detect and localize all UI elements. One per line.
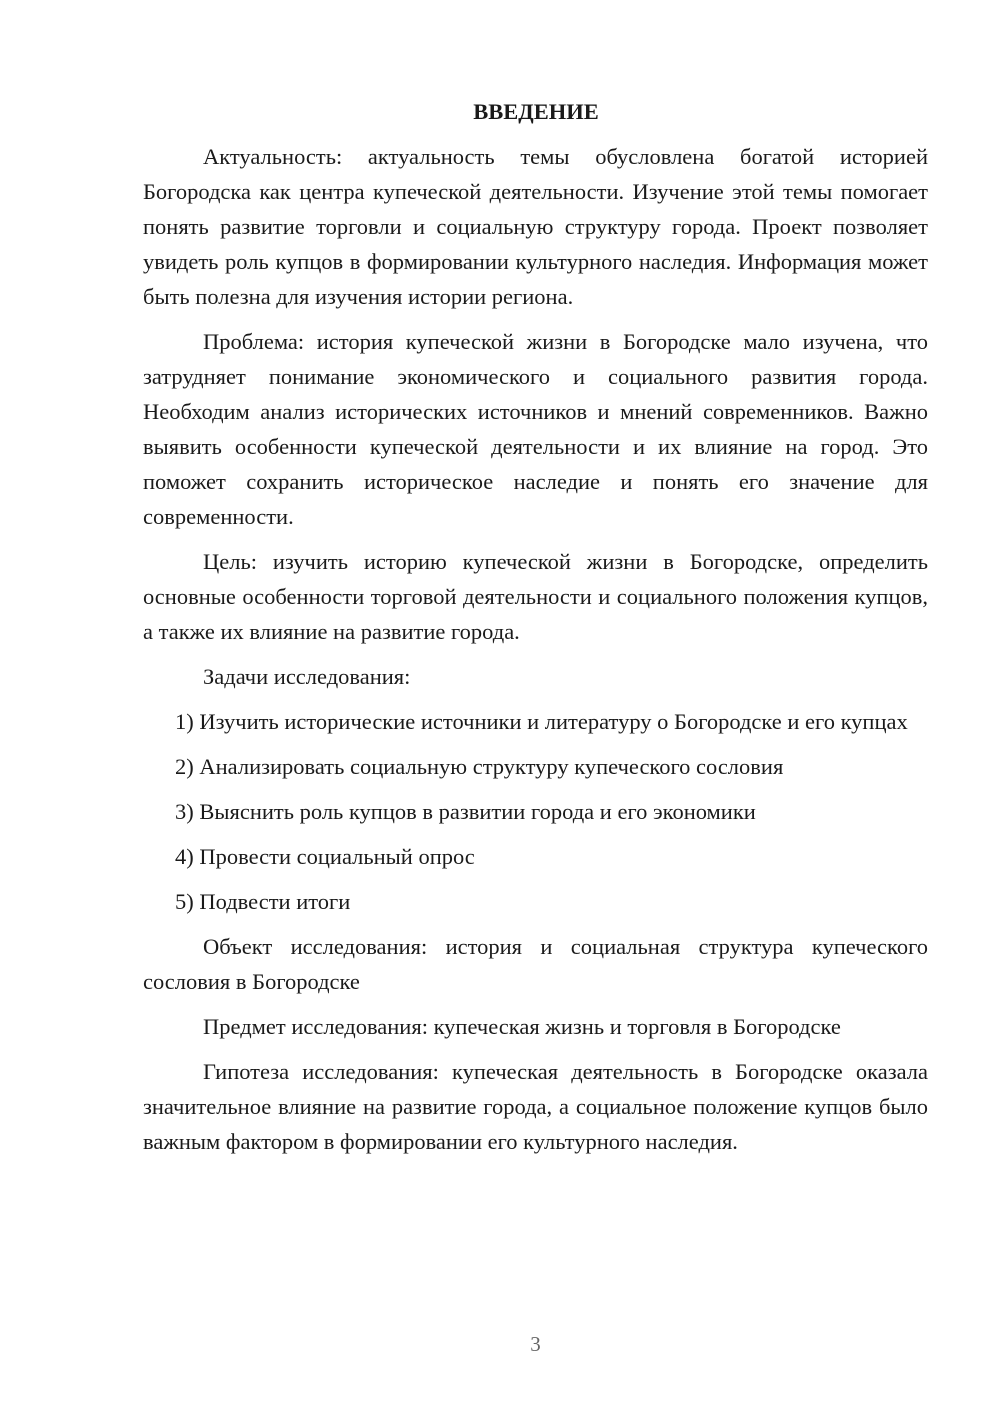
- problem-paragraph: Проблема: история купеческой жизни в Богородске мало изучена, что затрудняет понимание экономического и социального развития города. Необходим анализ исторических источников и мнений современников. Важно выявить особенности купеческой деятельности и их влияние на город. Это поможет сохранить историческое наследие и понять его значение для современности.: [143, 329, 928, 529]
- task-item-3: 3) Выяснить роль купцов в развитии города и его экономики: [175, 799, 756, 824]
- relevance-paragraph: Актуальность: актуальность темы обусловлена богатой историей Богородска как центра купеческой деятельности. Изучение этой темы помогает понять развитие торговли и социальную структуру города. Проект позволяет увидеть роль купцов в формировании культурного наследия. Информация может быть полезна для изучения истории региона.: [143, 144, 928, 309]
- hypothesis-paragraph: Гипотеза исследования: купеческая деятельность в Богородске оказала значительное влияние на развитие города, а социальное положение купцов было важным фактором в формировании его культурного наследия.: [143, 1059, 928, 1154]
- subject-paragraph: Предмет исследования: купеческая жизнь и торговля в Богородске: [203, 1014, 841, 1039]
- goal-paragraph: Цель: изучить историю купеческой жизни в Богородске, определить основные особенности торговой деятельности и социального положения купцов, а также их влияние на развитие города.: [143, 549, 928, 644]
- task-item-1: 1) Изучить исторические источники и литературу о Богородске и его купцах: [175, 709, 908, 734]
- task-item-2: 2) Анализировать социальную структуру купеческого сословия: [175, 754, 784, 779]
- page-body: [143, 94, 928, 1169]
- tasks-title: Задачи исследования:: [203, 664, 411, 689]
- task-item-5: 5) Подвести итоги: [175, 889, 351, 914]
- page-title: ВВЕДЕНИЕ: [473, 99, 599, 124]
- page-number: 3: [530, 1332, 541, 1356]
- task-item-4: 4) Провести социальный опрос: [175, 844, 475, 869]
- object-paragraph: Объект исследования: история и социальная структура купеческого сословия в Богородске: [143, 934, 928, 994]
